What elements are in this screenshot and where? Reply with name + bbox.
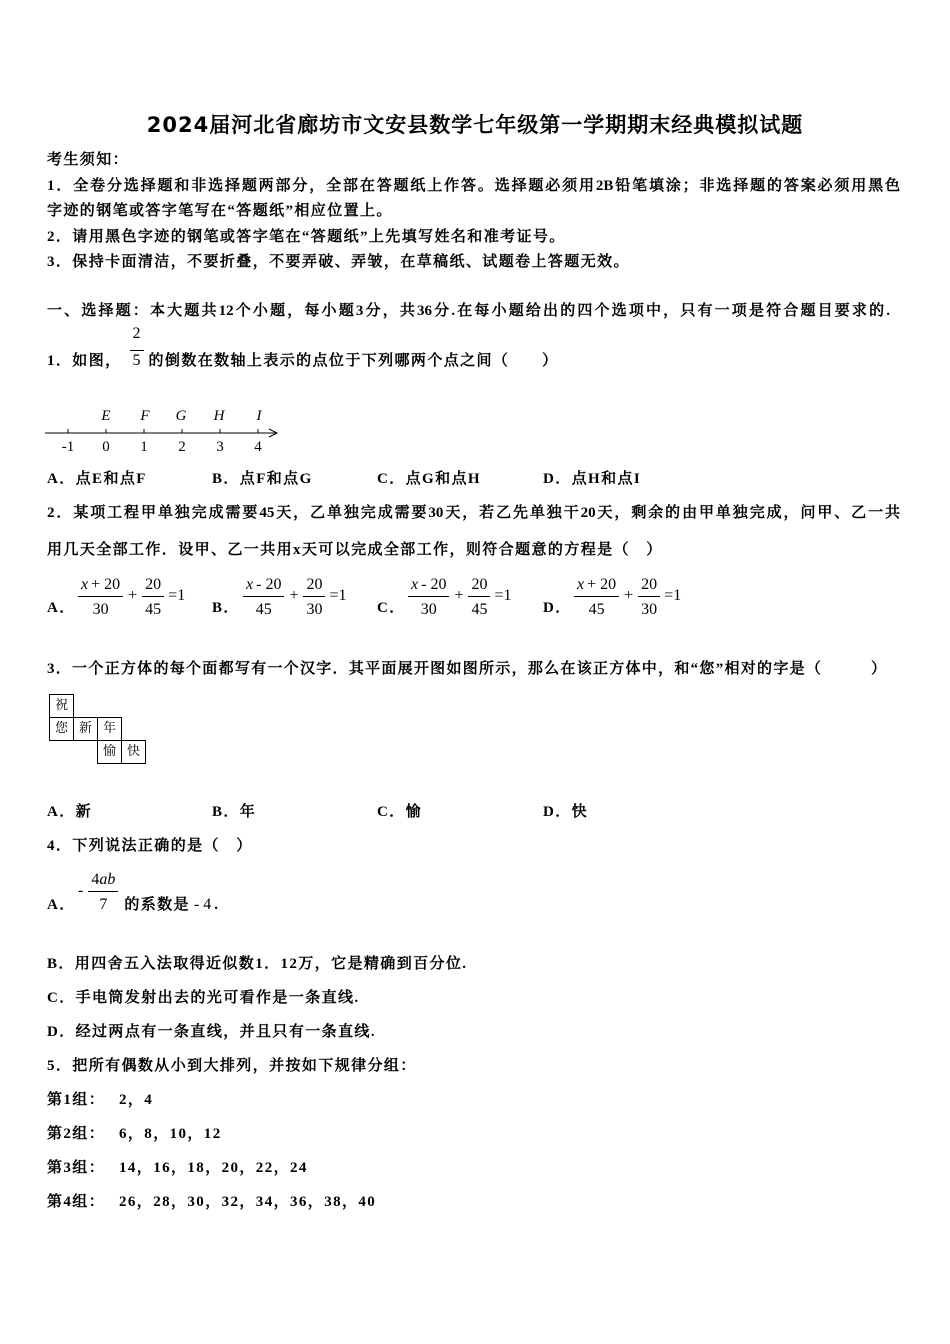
point-label-f: F [140,408,150,424]
numerator-rest: + 20 [91,576,121,593]
equation-rhs: =1 [329,587,347,604]
group-label: 第1组： [47,1092,106,1108]
point-label-h: H [213,408,225,424]
period: . [214,897,220,913]
numerator-rest: - 20 [256,576,282,593]
net-cell-yu: 愉 [97,740,122,764]
plus-sign: + [454,587,464,604]
numerator-rest: + 20 [587,576,617,593]
q3-option-b: B．年 [212,804,257,820]
group-label: 第4组： [47,1194,106,1210]
question-2-stem-line-1: 2．某项工程甲单独完成需要45天，乙单独完成需要30天，若乙先单独干20天，剩余的由甲单独完成，问甲、乙一共 [47,505,900,521]
q1-prefix: 1．如图， [47,353,122,369]
equation-fraction-1 [408,574,449,620]
equation-fraction-2 [303,574,325,620]
coefficient-value: - 4 [193,896,212,913]
q4-option-a [47,869,219,915]
fraction-denominator: 30 [420,601,437,618]
monomial-fraction [88,869,118,915]
net-cell-nian: 年 [97,717,122,741]
option-label: A． [47,600,76,616]
net-cell-zhu: 祝 [49,694,74,718]
group-label: 第3组： [47,1160,106,1176]
q2-option-c [377,574,512,620]
equation-rhs: =1 [664,587,682,604]
plus-sign: + [624,587,634,604]
variable-x: x [411,576,419,593]
q2-option-d [543,574,681,620]
group-values: 2，4 [119,1092,154,1108]
fraction-denominator: 7 [99,896,108,913]
equation-fraction-2 [638,574,660,620]
question-2-stem-line-2: 用几天全部工作．设甲、乙一共用x天可以完成全部工作，则符合题意的方程是（ ） [47,542,663,558]
q3-option-a: A．新 [47,804,93,820]
fraction-denominator: 45 [471,601,488,618]
q3-option-c: C．愉 [377,804,423,820]
equation-fraction-1 [78,574,123,620]
group-1-row [47,1090,153,1110]
equation-fraction-1 [574,574,619,620]
question-3-stem: 3．一个正方体的每个面都写有一个汉字．其平面展开图如图所示，那么在该正方体中，和“您”相对的字是（ ） [47,661,886,677]
numerator-rest: - 20 [421,576,447,593]
fraction-denominator: 45 [145,601,162,618]
tick-label: 4 [254,439,262,455]
variable-x: x [577,576,585,593]
variable-x: x [246,576,254,593]
q1-option-a: A．点E和点F [47,471,147,487]
fraction-numerator: 2 [130,324,144,351]
tick-label: 2 [178,439,186,455]
tick-label: 0 [102,439,110,455]
q4-option-b: B．用四舍五入法取得近似数1．12万，它是精确到百分位. [47,956,468,972]
option-label: D． [543,600,572,616]
q1-option-b: B．点F和点G [212,471,313,487]
net-cell-kuai: 快 [121,740,146,764]
fraction-denominator: 45 [588,601,605,618]
point-label-g: G [175,408,187,424]
group-values: 26，28，30，32，34，36，38，40 [119,1194,377,1210]
fraction-denominator: 45 [255,601,272,618]
q1-fraction [130,324,144,371]
section-heading: 一、选择题：本大题共12个小题，每小题3分，共36分.在每小题给出的四个选项中，只有一项是符合题目要求的. [47,303,890,319]
notice-line-2: 2．请用黑色字迹的钢笔或答字笔在“答题纸”上先填写姓名和准考证号。 [47,229,566,245]
fraction-denominator: 5 [132,352,141,369]
notice-line-1: 1．全卷分选择题和非选择题两部分，全部在答题纸上作答。选择题必须用2B铅笔填涂；非选择题的答案必须用黑色 [47,178,900,194]
group-3-row [47,1158,308,1178]
group-label: 第2组： [47,1126,106,1142]
option-a-text: 的系数是 [124,897,190,913]
equation-fraction-2 [468,574,490,620]
variable-x: x [81,576,89,593]
notice-heading: 考生须知： [47,152,130,168]
fraction-denominator: 30 [641,601,658,618]
equation-fraction-2 [142,574,164,620]
question-4-stem: 4．下列说法正确的是（ ） [47,838,253,854]
fraction-numerator [88,869,118,892]
q2-option-b [212,574,347,620]
fraction-denominator: 30 [92,601,109,618]
fraction-numerator [574,574,619,597]
fraction-numerator: 20 [638,574,660,597]
q1-option-d: D．点H和点I [543,471,642,487]
fraction-denominator: 30 [306,601,323,618]
notice-line-1-continued: 字迹的钢笔或答字笔写在“答题纸”相应位置上。 [47,203,393,219]
exam-title: 2024届河北省廊坊市文安县数学七年级第一学期期末经典模拟试题 [146,113,804,137]
group-2-row [47,1124,222,1144]
q1-option-c: C．点G和点H [377,471,481,487]
net-cell-nin: 您 [49,717,74,741]
fraction-numerator [408,574,449,597]
option-label: B． [212,600,240,616]
q1-suffix: 的倒数在数轴上表示的点位于下列哪两个点之间（ ） [148,353,559,369]
net-cell-xin: 新 [73,717,98,741]
variables: ab [99,871,116,888]
notice-line-3: 3．保持卡面清洁，不要折叠，不要弄破、弄皱，在草稿纸、试题卷上答题无效。 [47,254,630,270]
equation-fraction-1 [243,574,284,620]
fraction-numerator: 20 [468,574,490,597]
plus-sign: + [128,587,138,604]
fraction-numerator: 20 [303,574,325,597]
point-label-e: E [101,408,111,424]
cube-net-diagram [49,694,146,764]
tick-label: -1 [61,439,75,455]
tick-label: 3 [216,439,224,455]
option-label: C． [377,600,406,616]
option-label: A． [47,897,76,913]
equation-rhs: =1 [168,587,186,604]
plus-sign: + [289,587,299,604]
equation-rhs: =1 [494,587,512,604]
point-label-i: I [256,408,262,424]
fraction-numerator: 20 [142,574,164,597]
q2-option-a [47,574,185,620]
number-line [40,400,285,456]
coefficient: 4 [91,871,100,888]
minus-sign: - [78,882,84,899]
group-values: 14，16，18，20，22，24 [119,1160,308,1176]
question-5-stem: 5．把所有偶数从小到大排列，并按如下规律分组： [47,1058,417,1074]
q3-option-d: D．快 [543,804,589,820]
group-values: 6，8，10，12 [119,1126,222,1142]
q4-option-d: D．经过两点有一条直线，并且只有一条直线. [47,1024,376,1040]
q4-option-c: C．手电筒发射出去的光可看作是一条直线. [47,990,360,1006]
fraction-numerator [243,574,284,597]
fraction-numerator [78,574,123,597]
group-4-row [47,1192,376,1212]
question-1-stem [47,324,559,371]
tick-label: 1 [140,439,148,455]
